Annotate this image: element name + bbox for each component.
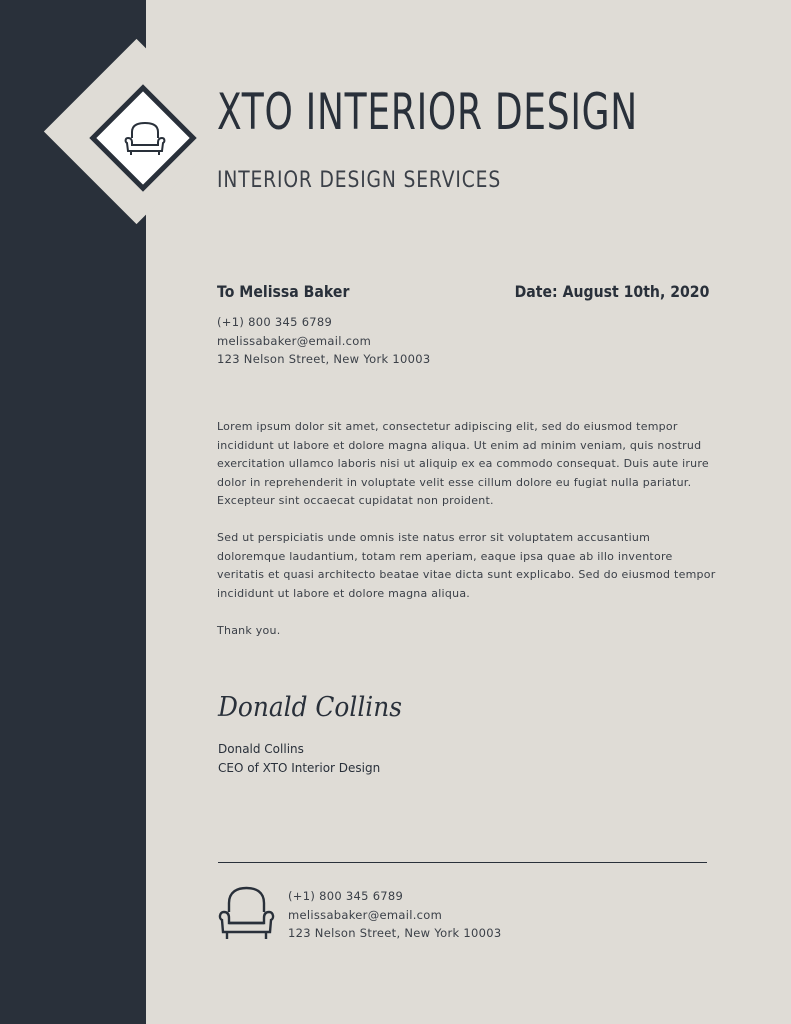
letter-paragraph: Lorem ipsum dolor sit amet, consectetur adipiscing elit, sed do eiusmod tempor incididunt ut labore et dolore magna aliqua. Ut enim ad minim veniam, quis nostrud exercitation ullamco laboris nisi ut aliquip ex ea commodo consequat. Duis aute irure dolor in reprehenderit in voluptate velit esse cillum dolore eu fugiat nulla pariatur. Excepteur sint occaecat cupidatat non proident. (217, 420, 709, 507)
footer-divider (218, 862, 707, 863)
recipient-name: To Melissa Baker (217, 282, 350, 301)
footer-email: melissabaker@email.com (288, 907, 443, 922)
signatory-block (218, 740, 380, 778)
signatory-role: CEO of XTO Interior Design (218, 761, 381, 775)
signatory-name: Donald Collins (218, 742, 304, 756)
handwritten-signature: Donald Collins (218, 692, 402, 723)
logo-badge (53, 48, 239, 234)
company-subtitle: INTERIOR DESIGN SERVICES (217, 168, 502, 193)
letter-body (217, 418, 717, 659)
letter-closing: Thank you. (217, 623, 281, 637)
recipient-email: melissabaker@email.com (217, 333, 372, 348)
footer-address: 123 Nelson Street, New York 10003 (288, 926, 502, 940)
company-title: XTO INTERIOR DESIGN (217, 83, 638, 141)
footer-phone: (+1) 800 345 6789 (288, 889, 404, 903)
footer-contact (288, 887, 502, 943)
letter-date: Date: August 10th, 2020 (514, 282, 709, 301)
recipient-contact (217, 313, 431, 369)
recipient-address: 123 Nelson Street, New York 10003 (217, 352, 431, 366)
armchair-icon (123, 121, 167, 157)
recipient-phone: (+1) 800 345 6789 (217, 315, 333, 329)
armchair-icon (217, 886, 276, 942)
letter-paragraph: Sed ut perspiciatis unde omnis iste natus error sit voluptatem accusantium doloremque laudantium, totam rem aperiam, eaque ipsa quae ab illo inventore veritatis et quasi architecto beatae vitae dicta sunt explicabo. Sed do eiusmod tempor incididunt ut labore et dolore magna aliqua. (217, 531, 716, 600)
